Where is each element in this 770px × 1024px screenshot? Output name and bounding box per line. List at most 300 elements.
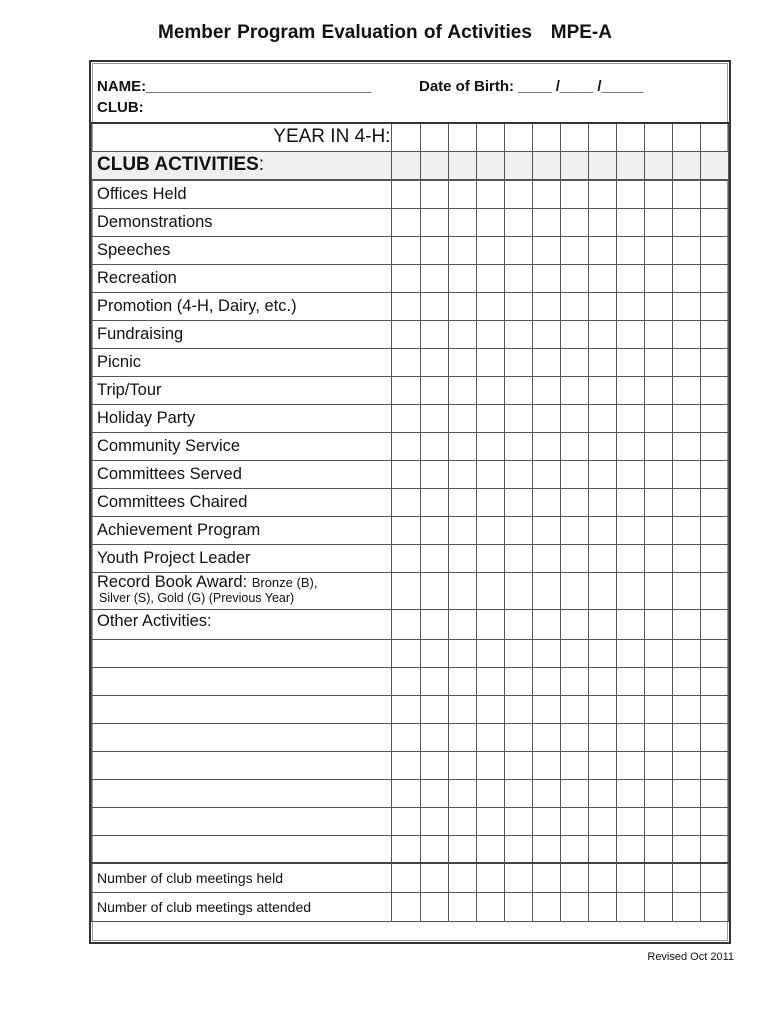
blank-activity-year-cell[interactable] — [560, 751, 588, 779]
year-row-year-cell[interactable] — [700, 123, 728, 151]
activity-year-cell[interactable] — [532, 348, 560, 376]
activity-year-cell[interactable] — [560, 376, 588, 404]
activity-year-cell[interactable] — [476, 320, 504, 348]
meetings-held-year-cell[interactable] — [476, 863, 504, 892]
meetings-attended-year-cell[interactable] — [392, 892, 420, 921]
blank-activity-year-cell[interactable] — [700, 835, 728, 863]
blank-activity-year-cell[interactable] — [504, 807, 532, 835]
activity-year-cell[interactable] — [700, 516, 728, 544]
activity-year-cell[interactable] — [700, 264, 728, 292]
activity-year-cell[interactable] — [476, 264, 504, 292]
activity-year-cell[interactable] — [560, 264, 588, 292]
blank-activity-entry[interactable] — [92, 751, 392, 779]
activity-year-cell[interactable] — [392, 264, 420, 292]
other-activities-year-cell[interactable] — [560, 609, 588, 639]
blank-activity-year-cell[interactable] — [672, 639, 700, 667]
activity-year-cell[interactable] — [532, 544, 560, 572]
year-row-year-cell[interactable] — [644, 123, 672, 151]
activity-year-cell[interactable] — [644, 460, 672, 488]
activity-year-cell[interactable] — [560, 544, 588, 572]
activity-year-cell[interactable] — [644, 208, 672, 236]
activity-year-cell[interactable] — [532, 292, 560, 320]
blank-activity-year-cell[interactable] — [560, 695, 588, 723]
activity-year-cell[interactable] — [560, 516, 588, 544]
activity-year-cell[interactable] — [644, 544, 672, 572]
activity-year-cell[interactable] — [420, 236, 448, 264]
activity-year-cell[interactable] — [644, 236, 672, 264]
blank-activity-year-cell[interactable] — [672, 695, 700, 723]
blank-activity-entry[interactable] — [92, 779, 392, 807]
activity-year-cell[interactable] — [700, 348, 728, 376]
blank-activity-year-cell[interactable] — [420, 835, 448, 863]
activity-year-cell[interactable] — [420, 292, 448, 320]
blank-activity-year-cell[interactable] — [672, 723, 700, 751]
blank-activity-entry[interactable] — [92, 835, 392, 863]
meetings-attended-year-cell[interactable] — [532, 892, 560, 921]
activity-year-cell[interactable] — [448, 236, 476, 264]
blank-activity-year-cell[interactable] — [700, 807, 728, 835]
blank-activity-year-cell[interactable] — [448, 695, 476, 723]
other-activities-year-cell[interactable] — [644, 609, 672, 639]
activity-year-cell[interactable] — [504, 180, 532, 208]
activity-year-cell[interactable] — [588, 460, 616, 488]
blank-activity-year-cell[interactable] — [532, 723, 560, 751]
activity-year-cell[interactable] — [700, 292, 728, 320]
blank-activity-year-cell[interactable] — [560, 639, 588, 667]
activity-year-cell[interactable] — [700, 236, 728, 264]
blank-activity-year-cell[interactable] — [644, 779, 672, 807]
blank-activity-year-cell[interactable] — [476, 695, 504, 723]
activity-year-cell[interactable] — [532, 264, 560, 292]
meetings-attended-year-cell[interactable] — [616, 892, 644, 921]
activity-year-cell[interactable] — [560, 348, 588, 376]
record-book-year-cell[interactable] — [504, 572, 532, 609]
blank-activity-year-cell[interactable] — [392, 807, 420, 835]
activity-year-cell[interactable] — [448, 488, 476, 516]
other-activities-year-cell[interactable] — [532, 609, 560, 639]
activity-year-cell[interactable] — [672, 516, 700, 544]
activity-year-cell[interactable] — [700, 376, 728, 404]
year-row-year-cell[interactable] — [420, 123, 448, 151]
club-activities-header-row-year-cell[interactable] — [392, 151, 420, 180]
blank-activity-year-cell[interactable] — [672, 779, 700, 807]
activity-year-cell[interactable] — [476, 348, 504, 376]
blank-activity-year-cell[interactable] — [392, 835, 420, 863]
meetings-held-year-cell[interactable] — [644, 863, 672, 892]
activity-year-cell[interactable] — [672, 404, 700, 432]
activity-year-cell[interactable] — [672, 208, 700, 236]
blank-activity-year-cell[interactable] — [504, 751, 532, 779]
activity-year-cell[interactable] — [616, 292, 644, 320]
other-activities-year-cell[interactable] — [672, 609, 700, 639]
activity-year-cell[interactable] — [392, 180, 420, 208]
activity-year-cell[interactable] — [448, 348, 476, 376]
club-activities-header-row-year-cell[interactable] — [700, 151, 728, 180]
activity-year-cell[interactable] — [588, 236, 616, 264]
activity-year-cell[interactable] — [504, 208, 532, 236]
activity-year-cell[interactable] — [504, 460, 532, 488]
blank-activity-year-cell[interactable] — [448, 751, 476, 779]
activity-year-cell[interactable] — [420, 432, 448, 460]
year-row-year-cell[interactable] — [448, 123, 476, 151]
record-book-year-cell[interactable] — [476, 572, 504, 609]
activity-year-cell[interactable] — [448, 376, 476, 404]
date-of-birth-field-label[interactable]: Date of Birth: ____ /____ /_____ — [419, 78, 644, 95]
activity-year-cell[interactable] — [476, 404, 504, 432]
record-book-year-cell[interactable] — [448, 572, 476, 609]
blank-activity-year-cell[interactable] — [644, 807, 672, 835]
blank-activity-year-cell[interactable] — [420, 751, 448, 779]
activity-year-cell[interactable] — [644, 264, 672, 292]
blank-activity-entry[interactable] — [92, 695, 392, 723]
club-activities-header-row-year-cell[interactable] — [672, 151, 700, 180]
activity-year-cell[interactable] — [644, 432, 672, 460]
activity-year-cell[interactable] — [672, 180, 700, 208]
year-row-year-cell[interactable] — [560, 123, 588, 151]
activity-year-cell[interactable] — [672, 236, 700, 264]
activity-year-cell[interactable] — [448, 180, 476, 208]
activity-year-cell[interactable] — [700, 488, 728, 516]
activity-year-cell[interactable] — [588, 320, 616, 348]
blank-activity-year-cell[interactable] — [504, 667, 532, 695]
activity-year-cell[interactable] — [700, 432, 728, 460]
activity-year-cell[interactable] — [700, 180, 728, 208]
activity-year-cell[interactable] — [504, 292, 532, 320]
activity-year-cell[interactable] — [504, 432, 532, 460]
meetings-held-year-cell[interactable] — [392, 863, 420, 892]
blank-activity-year-cell[interactable] — [420, 639, 448, 667]
blank-activity-year-cell[interactable] — [616, 751, 644, 779]
blank-activity-year-cell[interactable] — [588, 779, 616, 807]
club-activities-header-row-year-cell[interactable] — [532, 151, 560, 180]
blank-activity-year-cell[interactable] — [616, 835, 644, 863]
activity-year-cell[interactable] — [392, 236, 420, 264]
meetings-held-year-cell[interactable] — [560, 863, 588, 892]
meetings-attended-year-cell[interactable] — [644, 892, 672, 921]
activity-year-cell[interactable] — [476, 488, 504, 516]
blank-activity-year-cell[interactable] — [420, 723, 448, 751]
blank-activity-year-cell[interactable] — [504, 835, 532, 863]
blank-activity-year-cell[interactable] — [672, 807, 700, 835]
activity-year-cell[interactable] — [448, 432, 476, 460]
meetings-attended-year-cell[interactable] — [700, 892, 728, 921]
blank-activity-year-cell[interactable] — [588, 667, 616, 695]
activity-year-cell[interactable] — [532, 516, 560, 544]
activity-year-cell[interactable] — [532, 208, 560, 236]
activity-year-cell[interactable] — [420, 264, 448, 292]
meetings-attended-year-cell[interactable] — [448, 892, 476, 921]
activity-year-cell[interactable] — [560, 320, 588, 348]
other-activities-year-cell[interactable] — [392, 609, 420, 639]
meetings-attended-year-cell[interactable] — [476, 892, 504, 921]
activity-year-cell[interactable] — [672, 348, 700, 376]
blank-activity-year-cell[interactable] — [700, 751, 728, 779]
meetings-attended-year-cell[interactable] — [420, 892, 448, 921]
activity-year-cell[interactable] — [616, 544, 644, 572]
other-activities-year-cell[interactable] — [504, 609, 532, 639]
activity-year-cell[interactable] — [672, 544, 700, 572]
activity-year-cell[interactable] — [588, 488, 616, 516]
activity-year-cell[interactable] — [532, 404, 560, 432]
activity-year-cell[interactable] — [532, 488, 560, 516]
meetings-attended-year-cell[interactable] — [560, 892, 588, 921]
blank-activity-year-cell[interactable] — [476, 835, 504, 863]
meetings-held-year-cell[interactable] — [672, 863, 700, 892]
blank-activity-year-cell[interactable] — [672, 835, 700, 863]
activity-year-cell[interactable] — [588, 208, 616, 236]
blank-activity-year-cell[interactable] — [448, 639, 476, 667]
blank-activity-year-cell[interactable] — [560, 835, 588, 863]
blank-activity-year-cell[interactable] — [672, 751, 700, 779]
activity-year-cell[interactable] — [588, 180, 616, 208]
activity-year-cell[interactable] — [560, 460, 588, 488]
activity-year-cell[interactable] — [672, 320, 700, 348]
activity-year-cell[interactable] — [448, 404, 476, 432]
blank-activity-entry[interactable] — [92, 639, 392, 667]
activity-year-cell[interactable] — [392, 488, 420, 516]
activity-year-cell[interactable] — [588, 348, 616, 376]
blank-activity-year-cell[interactable] — [532, 807, 560, 835]
blank-activity-year-cell[interactable] — [700, 639, 728, 667]
year-row-year-cell[interactable] — [476, 123, 504, 151]
blank-activity-year-cell[interactable] — [532, 639, 560, 667]
activity-year-cell[interactable] — [644, 180, 672, 208]
year-row-year-cell[interactable] — [504, 123, 532, 151]
blank-activity-year-cell[interactable] — [532, 835, 560, 863]
activity-year-cell[interactable] — [644, 292, 672, 320]
blank-activity-year-cell[interactable] — [616, 807, 644, 835]
blank-activity-year-cell[interactable] — [588, 751, 616, 779]
club-field-label[interactable]: CLUB: — [97, 99, 144, 116]
activity-year-cell[interactable] — [392, 292, 420, 320]
activity-year-cell[interactable] — [420, 544, 448, 572]
club-activities-header-row-year-cell[interactable] — [476, 151, 504, 180]
blank-activity-year-cell[interactable] — [560, 667, 588, 695]
record-book-year-cell[interactable] — [616, 572, 644, 609]
activity-year-cell[interactable] — [644, 404, 672, 432]
activity-year-cell[interactable] — [504, 488, 532, 516]
activity-year-cell[interactable] — [420, 488, 448, 516]
blank-activity-year-cell[interactable] — [672, 667, 700, 695]
other-activities-year-cell[interactable] — [448, 609, 476, 639]
record-book-year-cell[interactable] — [672, 572, 700, 609]
blank-activity-year-cell[interactable] — [532, 779, 560, 807]
blank-activity-year-cell[interactable] — [644, 695, 672, 723]
activity-year-cell[interactable] — [616, 320, 644, 348]
activity-year-cell[interactable] — [644, 320, 672, 348]
year-row-year-cell[interactable] — [616, 123, 644, 151]
activity-year-cell[interactable] — [504, 516, 532, 544]
blank-activity-year-cell[interactable] — [588, 723, 616, 751]
other-activities-year-cell[interactable] — [588, 609, 616, 639]
activity-year-cell[interactable] — [700, 320, 728, 348]
blank-activity-year-cell[interactable] — [700, 667, 728, 695]
activity-year-cell[interactable] — [420, 320, 448, 348]
activity-year-cell[interactable] — [476, 180, 504, 208]
activity-year-cell[interactable] — [392, 516, 420, 544]
activity-year-cell[interactable] — [644, 488, 672, 516]
blank-activity-year-cell[interactable] — [560, 779, 588, 807]
activity-year-cell[interactable] — [616, 404, 644, 432]
blank-activity-year-cell[interactable] — [448, 807, 476, 835]
other-activities-year-cell[interactable] — [476, 609, 504, 639]
club-activities-header-row-year-cell[interactable] — [448, 151, 476, 180]
meetings-attended-year-cell[interactable] — [672, 892, 700, 921]
other-activities-year-cell[interactable] — [420, 609, 448, 639]
blank-activity-year-cell[interactable] — [644, 835, 672, 863]
activity-year-cell[interactable] — [616, 460, 644, 488]
activity-year-cell[interactable] — [504, 320, 532, 348]
activity-year-cell[interactable] — [644, 516, 672, 544]
blank-activity-year-cell[interactable] — [420, 695, 448, 723]
activity-year-cell[interactable] — [588, 544, 616, 572]
activity-year-cell[interactable] — [504, 376, 532, 404]
record-book-year-cell[interactable] — [532, 572, 560, 609]
activity-year-cell[interactable] — [420, 516, 448, 544]
activity-year-cell[interactable] — [532, 320, 560, 348]
blank-activity-year-cell[interactable] — [532, 695, 560, 723]
activity-year-cell[interactable] — [392, 320, 420, 348]
blank-activity-year-cell[interactable] — [392, 667, 420, 695]
blank-activity-year-cell[interactable] — [476, 751, 504, 779]
activity-year-cell[interactable] — [560, 180, 588, 208]
activity-year-cell[interactable] — [392, 544, 420, 572]
blank-activity-year-cell[interactable] — [644, 723, 672, 751]
record-book-year-cell[interactable] — [560, 572, 588, 609]
club-activities-header-row-year-cell[interactable] — [504, 151, 532, 180]
blank-activity-year-cell[interactable] — [504, 723, 532, 751]
blank-activity-year-cell[interactable] — [476, 723, 504, 751]
activity-year-cell[interactable] — [532, 180, 560, 208]
activity-year-cell[interactable] — [700, 208, 728, 236]
activity-year-cell[interactable] — [420, 348, 448, 376]
other-activities-year-cell[interactable] — [700, 609, 728, 639]
activity-year-cell[interactable] — [448, 264, 476, 292]
blank-activity-entry[interactable] — [92, 807, 392, 835]
activity-year-cell[interactable] — [672, 488, 700, 516]
activity-year-cell[interactable] — [504, 236, 532, 264]
activity-year-cell[interactable] — [392, 460, 420, 488]
activity-year-cell[interactable] — [448, 516, 476, 544]
year-row-year-cell[interactable] — [672, 123, 700, 151]
meetings-held-year-cell[interactable] — [448, 863, 476, 892]
club-activities-header-row-year-cell[interactable] — [588, 151, 616, 180]
activity-year-cell[interactable] — [504, 348, 532, 376]
blank-activity-year-cell[interactable] — [448, 667, 476, 695]
activity-year-cell[interactable] — [420, 404, 448, 432]
activity-year-cell[interactable] — [560, 292, 588, 320]
blank-activity-year-cell[interactable] — [504, 695, 532, 723]
activity-year-cell[interactable] — [476, 292, 504, 320]
activity-year-cell[interactable] — [672, 376, 700, 404]
activity-year-cell[interactable] — [700, 404, 728, 432]
blank-activity-year-cell[interactable] — [588, 695, 616, 723]
blank-activity-year-cell[interactable] — [588, 639, 616, 667]
activity-year-cell[interactable] — [672, 264, 700, 292]
blank-activity-year-cell[interactable] — [700, 723, 728, 751]
blank-activity-year-cell[interactable] — [448, 835, 476, 863]
blank-activity-year-cell[interactable] — [476, 779, 504, 807]
activity-year-cell[interactable] — [560, 404, 588, 432]
blank-activity-year-cell[interactable] — [476, 639, 504, 667]
activity-year-cell[interactable] — [448, 208, 476, 236]
blank-activity-year-cell[interactable] — [700, 779, 728, 807]
activity-year-cell[interactable] — [392, 376, 420, 404]
meetings-held-year-cell[interactable] — [504, 863, 532, 892]
blank-activity-year-cell[interactable] — [532, 667, 560, 695]
activity-year-cell[interactable] — [588, 432, 616, 460]
year-row-year-cell[interactable] — [588, 123, 616, 151]
blank-activity-year-cell[interactable] — [420, 779, 448, 807]
activity-year-cell[interactable] — [448, 460, 476, 488]
record-book-year-cell[interactable] — [644, 572, 672, 609]
activity-year-cell[interactable] — [588, 292, 616, 320]
activity-year-cell[interactable] — [616, 208, 644, 236]
activity-year-cell[interactable] — [560, 488, 588, 516]
activity-year-cell[interactable] — [476, 208, 504, 236]
activity-year-cell[interactable] — [504, 544, 532, 572]
activity-year-cell[interactable] — [392, 208, 420, 236]
activity-year-cell[interactable] — [448, 320, 476, 348]
blank-activity-year-cell[interactable] — [448, 779, 476, 807]
blank-activity-year-cell[interactable] — [560, 723, 588, 751]
blank-activity-year-cell[interactable] — [448, 723, 476, 751]
activity-year-cell[interactable] — [616, 488, 644, 516]
activity-year-cell[interactable] — [672, 292, 700, 320]
blank-activity-year-cell[interactable] — [616, 723, 644, 751]
blank-activity-year-cell[interactable] — [392, 779, 420, 807]
year-row-year-cell[interactable] — [392, 123, 420, 151]
activity-year-cell[interactable] — [448, 292, 476, 320]
meetings-attended-year-cell[interactable] — [504, 892, 532, 921]
activity-year-cell[interactable] — [420, 208, 448, 236]
blank-activity-year-cell[interactable] — [644, 667, 672, 695]
blank-activity-year-cell[interactable] — [476, 667, 504, 695]
meetings-held-year-cell[interactable] — [700, 863, 728, 892]
activity-year-cell[interactable] — [616, 516, 644, 544]
activity-year-cell[interactable] — [616, 432, 644, 460]
club-activities-header-row-year-cell[interactable] — [616, 151, 644, 180]
blank-activity-year-cell[interactable] — [392, 751, 420, 779]
blank-activity-year-cell[interactable] — [420, 807, 448, 835]
activity-year-cell[interactable] — [476, 460, 504, 488]
activity-year-cell[interactable] — [588, 516, 616, 544]
blank-activity-year-cell[interactable] — [392, 723, 420, 751]
record-book-year-cell[interactable] — [392, 572, 420, 609]
blank-activity-year-cell[interactable] — [616, 639, 644, 667]
activity-year-cell[interactable] — [700, 544, 728, 572]
activity-year-cell[interactable] — [392, 348, 420, 376]
activity-year-cell[interactable] — [616, 236, 644, 264]
blank-activity-year-cell[interactable] — [504, 639, 532, 667]
meetings-attended-year-cell[interactable] — [588, 892, 616, 921]
activity-year-cell[interactable] — [420, 180, 448, 208]
blank-activity-entry[interactable] — [92, 667, 392, 695]
meetings-held-year-cell[interactable] — [420, 863, 448, 892]
activity-year-cell[interactable] — [616, 376, 644, 404]
blank-activity-year-cell[interactable] — [700, 695, 728, 723]
activity-year-cell[interactable] — [504, 264, 532, 292]
blank-activity-year-cell[interactable] — [392, 695, 420, 723]
record-book-year-cell[interactable] — [420, 572, 448, 609]
other-activities-year-cell[interactable] — [616, 609, 644, 639]
activity-year-cell[interactable] — [420, 376, 448, 404]
activity-year-cell[interactable] — [560, 236, 588, 264]
club-activities-header-row-year-cell[interactable] — [560, 151, 588, 180]
record-book-year-cell[interactable] — [700, 572, 728, 609]
blank-activity-year-cell[interactable] — [616, 695, 644, 723]
blank-activity-year-cell[interactable] — [644, 639, 672, 667]
